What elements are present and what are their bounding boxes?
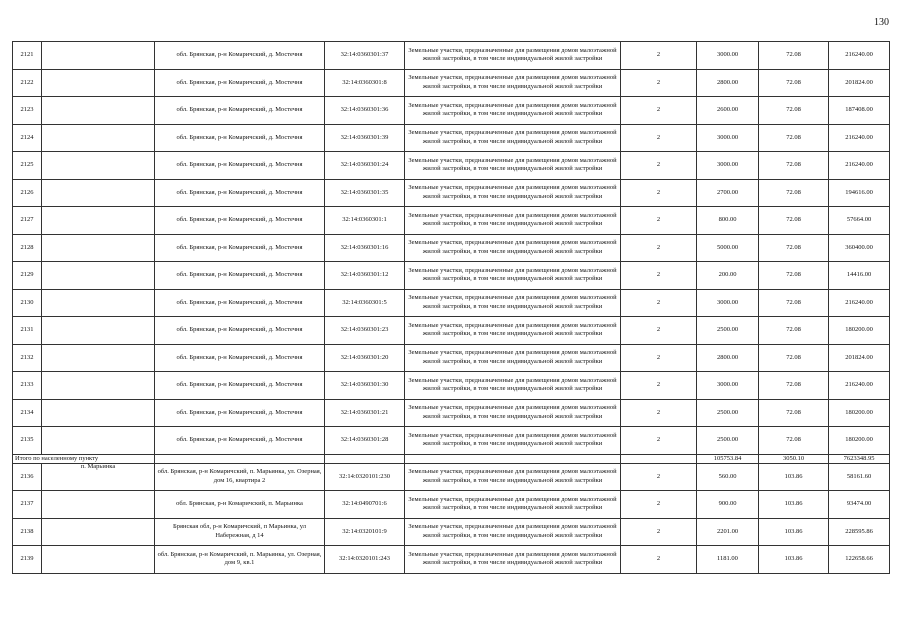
cadastral-value-cell: 216240.00 (829, 372, 890, 400)
cadastral-number-cell: 32:14:0360301:30 (325, 372, 405, 400)
settlement-cell (42, 317, 155, 345)
group-cell: 2 (621, 372, 697, 400)
land-purpose-cell: Земельные участки, предназначенные для размещения домов малоэтажной жилой застройки, в том числе индивидуальной жилой застройки (405, 518, 621, 546)
total-purpose (405, 454, 621, 463)
settlement-cell (42, 289, 155, 317)
page-number: 130 (874, 17, 889, 28)
land-purpose-cell: Земельные участки, предназначенные для размещения домов малоэтажной жилой застройки, в том числе индивидуальной жилой застройки (405, 42, 621, 70)
cadastral-value-cell: 194616.00 (829, 179, 890, 207)
group-cell: 2 (621, 399, 697, 427)
group-cell: 2 (621, 42, 697, 70)
address-cell: обл. Брянская, р-н Комаричский, д. Мостечня (155, 69, 325, 97)
address-cell: обл. Брянская, р-н Комаричский, д. Мостечня (155, 399, 325, 427)
registry-body-marinka (13, 463, 890, 573)
land-purpose-cell: Земельные участки, предназначенные для размещения домов малоэтажной жилой застройки, в том числе индивидуальной жилой застройки (405, 152, 621, 180)
row-number-cell: 2134 (13, 399, 42, 427)
address-cell: Брянская обл, р-н Комаричский, п Марьинка, ул Набережная, д 14 (155, 518, 325, 546)
row-number-cell: 2125 (13, 152, 42, 180)
rate-cell: 72.08 (759, 234, 829, 262)
rate-cell: 72.08 (759, 399, 829, 427)
area-cell: 2500.00 (697, 427, 759, 455)
area-cell: 3000.00 (697, 152, 759, 180)
cadastral-number-cell: 32:14:0320101:243 (325, 546, 405, 574)
settlement-cell (42, 69, 155, 97)
table-row (13, 344, 890, 372)
row-number-cell: 2121 (13, 42, 42, 70)
address-cell: обл. Брянская, р-н Комаричский, д. Мостечня (155, 42, 325, 70)
address-cell: обл. Брянская, р-н Комаричский, д. Мостечня (155, 427, 325, 455)
cadastral-number-cell: 32:14:0360301:12 (325, 262, 405, 290)
address-cell: обл. Брянская, р-н Комаричский, д. Мостечня (155, 317, 325, 345)
table-row (13, 399, 890, 427)
row-number-cell: 2137 (13, 491, 42, 519)
row-number-cell: 2129 (13, 262, 42, 290)
settlement-cell (42, 42, 155, 70)
table-row (13, 152, 890, 180)
rate-cell: 72.08 (759, 317, 829, 345)
table-row (13, 491, 890, 519)
table-row (13, 69, 890, 97)
group-cell: 2 (621, 179, 697, 207)
rate-cell: 72.08 (759, 372, 829, 400)
cadastral-number-cell: 32:14:0360301:20 (325, 344, 405, 372)
address-cell: обл. Брянская, р-н Комаричский, д. Мостечня (155, 97, 325, 125)
land-purpose-cell: Земельные участки, предназначенные для размещения домов малоэтажной жилой застройки, в том числе индивидуальной жилой застройки (405, 427, 621, 455)
area-cell: 800.00 (697, 207, 759, 235)
group-cell: 2 (621, 344, 697, 372)
settlement-cell (42, 463, 155, 491)
rate-cell: 72.08 (759, 152, 829, 180)
land-purpose-cell: Земельные участки, предназначенные для размещения домов малоэтажной жилой застройки, в том числе индивидуальной жилой застройки (405, 372, 621, 400)
row-number-cell: 2131 (13, 317, 42, 345)
table-row (13, 317, 890, 345)
area-cell: 2700.00 (697, 179, 759, 207)
cadastral-value-cell: 360400.00 (829, 234, 890, 262)
area-cell: 2800.00 (697, 69, 759, 97)
group-cell: 2 (621, 463, 697, 491)
cadastral-value-cell: 201824.00 (829, 69, 890, 97)
cadastral-value-cell: 216240.00 (829, 42, 890, 70)
table-row (13, 97, 890, 125)
rate-cell: 72.08 (759, 262, 829, 290)
cadastral-number-cell: 32:14:0360301:36 (325, 97, 405, 125)
rate-cell: 103.86 (759, 463, 829, 491)
group-cell: 2 (621, 262, 697, 290)
group-cell: 2 (621, 491, 697, 519)
area-cell: 3000.00 (697, 372, 759, 400)
address-cell: обл. Брянская, р-н Комаричский, д. Мостечня (155, 344, 325, 372)
total-label: Итого по населенному пункту (13, 454, 155, 463)
area-cell: 2800.00 (697, 344, 759, 372)
group-cell: 2 (621, 546, 697, 574)
cadastral-value-cell: 180200.00 (829, 317, 890, 345)
table-row (13, 463, 890, 491)
total-group (621, 454, 697, 463)
settlement-cell (42, 179, 155, 207)
group-cell: 2 (621, 207, 697, 235)
row-number-cell: 2130 (13, 289, 42, 317)
settlement-cell (42, 372, 155, 400)
address-cell: обл. Брянская, р-н Комаричский, п. Марьинка, ул. Озерная, дом 16, квартира 2 (155, 463, 325, 491)
cadastral-value-cell: 228595.86 (829, 518, 890, 546)
total-area: 105753.84 (697, 454, 759, 463)
row-number-cell: 2123 (13, 97, 42, 125)
cadastral-number-cell: 32:14:0360301:37 (325, 42, 405, 70)
area-cell: 1181.00 (697, 546, 759, 574)
group-cell: 2 (621, 234, 697, 262)
row-number-cell: 2122 (13, 69, 42, 97)
land-purpose-cell: Земельные участки, предназначенные для размещения домов малоэтажной жилой застройки, в том числе индивидуальной жилой застройки (405, 262, 621, 290)
settlement-name: п. Марьинка (80, 463, 116, 470)
row-number-cell: 2133 (13, 372, 42, 400)
rate-cell: 103.86 (759, 546, 829, 574)
rate-cell: 103.86 (759, 518, 829, 546)
rate-cell: 72.08 (759, 427, 829, 455)
table-row (13, 546, 890, 574)
address-cell: обл. Брянская, р-н Комаричский, д. Мостечня (155, 207, 325, 235)
address-cell: обл. Брянская, р-н Комаричский, д. Мостечня (155, 289, 325, 317)
group-cell: 2 (621, 289, 697, 317)
cadastral-number-cell: 32:14:0320101:9 (325, 518, 405, 546)
cadastral-value-cell: 14416.00 (829, 262, 890, 290)
group-cell: 2 (621, 152, 697, 180)
cadastral-number-cell: 32:14:0490701:6 (325, 491, 405, 519)
total-cadastral (325, 454, 405, 463)
rate-cell: 72.08 (759, 97, 829, 125)
rate-cell: 72.08 (759, 179, 829, 207)
cadastral-number-cell: 32:14:0360301:35 (325, 179, 405, 207)
area-cell: 3000.00 (697, 289, 759, 317)
cadastral-number-cell: 32:14:0360301:1 (325, 207, 405, 235)
address-cell: обл. Брянская, р-н Комаричский, д. Мостечня (155, 372, 325, 400)
group-cell: 2 (621, 427, 697, 455)
cadastral-value-cell: 216240.00 (829, 152, 890, 180)
row-number-cell: 2139 (13, 546, 42, 574)
rate-cell: 103.86 (759, 491, 829, 519)
cadastral-number-cell: 32:14:0360301:5 (325, 289, 405, 317)
registry-body-mostechnya (13, 42, 890, 455)
area-cell: 900.00 (697, 491, 759, 519)
table-row (13, 179, 890, 207)
land-purpose-cell: Земельные участки, предназначенные для размещения домов малоэтажной жилой застройки, в том числе индивидуальной жилой застройки (405, 491, 621, 519)
settlement-total (13, 454, 890, 463)
table-row (13, 262, 890, 290)
land-purpose-cell: Земельные участки, предназначенные для размещения домов малоэтажной жилой застройки, в том числе индивидуальной жилой застройки (405, 317, 621, 345)
area-cell: 3000.00 (697, 124, 759, 152)
land-purpose-cell: Земельные участки, предназначенные для размещения домов малоэтажной жилой застройки, в том числе индивидуальной жилой застройки (405, 344, 621, 372)
land-registry-table (12, 41, 890, 574)
cadastral-value-cell: 180200.00 (829, 399, 890, 427)
settlement-cell (42, 262, 155, 290)
rate-cell: 72.08 (759, 207, 829, 235)
group-cell: 2 (621, 97, 697, 125)
row-number-cell: 2138 (13, 518, 42, 546)
address-cell: обл. Брянская, р-н Комаричский, д. Мостечня (155, 234, 325, 262)
rate-cell: 72.08 (759, 124, 829, 152)
cadastral-value-cell: 58161.60 (829, 463, 890, 491)
settlement-cell (42, 234, 155, 262)
address-cell: обл. Брянская, р-н Комаричский, д. Мостечня (155, 262, 325, 290)
land-purpose-cell: Земельные участки, предназначенные для размещения домов малоэтажной жилой застройки, в том числе индивидуальной жилой застройки (405, 207, 621, 235)
rate-cell: 72.08 (759, 42, 829, 70)
row-number-cell: 2136 (13, 463, 42, 491)
land-purpose-cell: Земельные участки, предназначенные для размещения домов малоэтажной жилой застройки, в том числе индивидуальной жилой застройки (405, 97, 621, 125)
settlement-cell (42, 399, 155, 427)
settlement-cell (42, 124, 155, 152)
cadastral-value-cell: 122658.66 (829, 546, 890, 574)
row-number-cell: 2128 (13, 234, 42, 262)
cadastral-value-cell: 216240.00 (829, 124, 890, 152)
row-number-cell: 2124 (13, 124, 42, 152)
area-cell: 200.00 (697, 262, 759, 290)
row-number-cell: 2127 (13, 207, 42, 235)
area-cell: 560.00 (697, 463, 759, 491)
settlement-cell (42, 518, 155, 546)
rate-cell: 72.08 (759, 289, 829, 317)
table-row (13, 124, 890, 152)
area-cell: 2600.00 (697, 97, 759, 125)
settlement-cell (42, 491, 155, 519)
land-purpose-cell: Земельные участки, предназначенные для размещения домов малоэтажной жилой застройки, в том числе индивидуальной жилой застройки (405, 399, 621, 427)
table-row (13, 207, 890, 235)
cadastral-value-cell: 180200.00 (829, 427, 890, 455)
area-cell: 2500.00 (697, 317, 759, 345)
cadastral-number-cell: 32:14:0320101:230 (325, 463, 405, 491)
row-number-cell: 2135 (13, 427, 42, 455)
settlement-cell (42, 546, 155, 574)
table-row (13, 427, 890, 455)
settlement-cell (42, 427, 155, 455)
area-cell: 2201.00 (697, 518, 759, 546)
table-row (13, 372, 890, 400)
area-cell: 3000.00 (697, 42, 759, 70)
land-purpose-cell: Земельные участки, предназначенные для размещения домов малоэтажной жилой застройки, в том числе индивидуальной жилой застройки (405, 289, 621, 317)
total-row (13, 454, 890, 463)
land-purpose-cell: Земельные участки, предназначенные для размещения домов малоэтажной жилой застройки, в том числе индивидуальной жилой застройки (405, 463, 621, 491)
address-cell: обл. Брянская, р-н Комаричский, д. Мостечня (155, 152, 325, 180)
area-cell: 5000.00 (697, 234, 759, 262)
total-address (155, 454, 325, 463)
row-number-cell: 2132 (13, 344, 42, 372)
rate-cell: 72.08 (759, 69, 829, 97)
area-cell: 2500.00 (697, 399, 759, 427)
address-cell: обл. Брянская, р-н Комаричский, п. Марьинка, ул. Озерная, дом 9, кв.1 (155, 546, 325, 574)
cadastral-number-cell: 32:14:0360301:8 (325, 69, 405, 97)
land-purpose-cell: Земельные участки, предназначенные для размещения домов малоэтажной жилой застройки, в том числе индивидуальной жилой застройки (405, 69, 621, 97)
address-cell: обл. Брянская, р-н Комаричский, п. Марьинка (155, 491, 325, 519)
group-cell: 2 (621, 69, 697, 97)
table-row (13, 289, 890, 317)
address-cell: обл. Брянская, р-н Комаричский, д. Мостечня (155, 124, 325, 152)
cadastral-number-cell: 32:14:0360301:24 (325, 152, 405, 180)
land-purpose-cell: Земельные участки, предназначенные для размещения домов малоэтажной жилой застройки, в том числе индивидуальной жилой застройки (405, 124, 621, 152)
settlement-cell (42, 207, 155, 235)
cadastral-number-cell: 32:14:0360301:16 (325, 234, 405, 262)
cadastral-number-cell: 32:14:0360301:28 (325, 427, 405, 455)
land-purpose-cell: Земельные участки, предназначенные для размещения домов малоэтажной жилой застройки, в том числе индивидуальной жилой застройки (405, 546, 621, 574)
cadastral-value-cell: 216240.00 (829, 289, 890, 317)
cadastral-number-cell: 32:14:0360301:21 (325, 399, 405, 427)
cadastral-value-cell: 187408.00 (829, 97, 890, 125)
total-value: 7623348.95 (829, 454, 890, 463)
address-cell: обл. Брянская, р-н Комаричский, д. Мостечня (155, 179, 325, 207)
land-purpose-cell: Земельные участки, предназначенные для размещения домов малоэтажной жилой застройки, в том числе индивидуальной жилой застройки (405, 234, 621, 262)
cadastral-value-cell: 201824.00 (829, 344, 890, 372)
total-rate: 3050.10 (759, 454, 829, 463)
land-purpose-cell: Земельные участки, предназначенные для размещения домов малоэтажной жилой застройки, в том числе индивидуальной жилой застройки (405, 179, 621, 207)
rate-cell: 72.08 (759, 344, 829, 372)
cadastral-value-cell: 93474.00 (829, 491, 890, 519)
table-row (13, 42, 890, 70)
group-cell: 2 (621, 518, 697, 546)
cadastral-value-cell: 57664.00 (829, 207, 890, 235)
row-number-cell: 2126 (13, 179, 42, 207)
cadastral-number-cell: 32:14:0360301:23 (325, 317, 405, 345)
table-row (13, 518, 890, 546)
group-cell: 2 (621, 317, 697, 345)
settlement-cell (42, 97, 155, 125)
table-row (13, 234, 890, 262)
cadastral-number-cell: 32:14:0360301:39 (325, 124, 405, 152)
settlement-cell (42, 152, 155, 180)
group-cell: 2 (621, 124, 697, 152)
settlement-cell (42, 344, 155, 372)
